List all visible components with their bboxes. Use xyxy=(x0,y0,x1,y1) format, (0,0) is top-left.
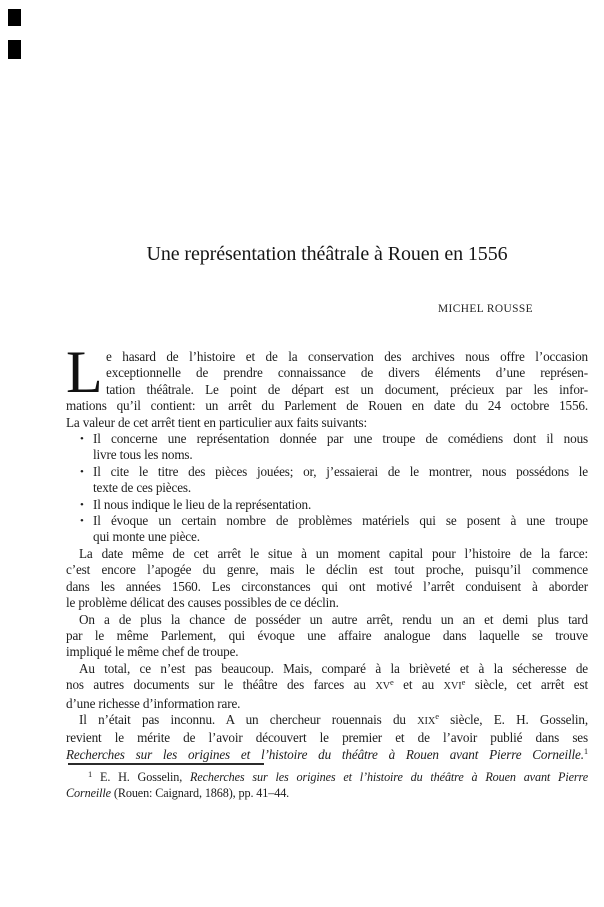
bullet-dot-icon: • xyxy=(80,515,84,528)
bullet-dot-icon: • xyxy=(80,498,84,511)
text-line: livre tous les noms. xyxy=(93,447,193,463)
text-line: La date même de cet arrêt le situe à un moment capital pour l’histoire de la farce: xyxy=(79,545,588,561)
text-line: Corneille (Rouen: Caignard, 1868), pp. 41–44. xyxy=(66,785,290,800)
text-line: Il concerne une représentation donnée par une troupe de comédiens dont il nous xyxy=(93,431,588,447)
bullet-item xyxy=(80,431,588,464)
article-title: Une représentation théâtrale à Rouen en 1556 xyxy=(146,243,508,265)
article-body xyxy=(66,339,589,763)
page-content xyxy=(66,0,588,907)
drop-cap: L xyxy=(66,339,103,405)
text-line: revient le mérite de l’avoir découvert le premier et de l’avoir publié dans ses xyxy=(66,730,588,746)
bullet-dot-icon: • xyxy=(80,465,84,478)
text-line: le problème délicat des causes possibles de ce déclin. xyxy=(66,595,339,611)
opening-paragraph-continued xyxy=(66,398,588,431)
bullet-item xyxy=(80,496,588,513)
text-line: texte de ces pièces. xyxy=(93,480,192,496)
text-line: Il cite le titre des pièces jouées; or, j’essaierai de le montrer, nous possédons le xyxy=(93,463,588,479)
text-line: mations qu’il contient: un arrêt du Parlement de Rouen en date du 24 octobre 1556. xyxy=(66,398,588,414)
scan-artifact-mark-top xyxy=(8,9,21,26)
opening-paragraph xyxy=(66,339,588,405)
text-line: exceptionnelle de prendre connaissance de divers éléments d’une représen- xyxy=(106,365,588,381)
text-line: Recherches sur les origines et l’histoire du théâtre à Rouen avant Pierre Corneille.$^1$ xyxy=(66,746,588,762)
bullet-list xyxy=(66,431,588,546)
text-line: Il évoque un certain nombre de problèmes matériels qui se posent à une troupe xyxy=(93,513,588,529)
text-line: par le même Parlement, qui évoque une affaire analogue dans laquelle se trouve xyxy=(66,627,588,643)
text-line: tation théâtrale. Le point de départ est un document, précieux par les infor- xyxy=(106,381,588,397)
paragraph xyxy=(66,612,588,661)
text-line: e hasard de l’histoire et de la conservation des archives nous offre l’occasion xyxy=(106,349,588,364)
text-line: dans les années 1560. Les circonstances qui ont motivé l’arrêt conduisent à aborder xyxy=(66,578,588,594)
text-line: c’est encore l’apogée du genre, mais le déclin est tout proche, puisqu’il commence xyxy=(66,562,588,578)
opening-lines xyxy=(106,349,588,398)
text-line: La valeur de cet arrêt tient en particulier aux faits suivants: xyxy=(66,414,368,430)
paragraph xyxy=(66,546,588,612)
text-line: nos autres documents sur le théâtre des farces au XVe et au XVIe siècle, cet arrêt est xyxy=(66,676,588,693)
text-line: d’une richesse d’information rare. xyxy=(66,695,241,711)
scan-artifact-mark-bottom xyxy=(8,40,21,59)
footnote xyxy=(66,770,588,801)
paragraph xyxy=(66,661,588,712)
bullet-item xyxy=(80,513,588,546)
text-line: $^1$ E. H. Gosselin, Recherches sur les origines et l’histoire du théâtre à Rouen avant Pierre xyxy=(88,768,588,784)
article-author: MICHEL ROUSSE xyxy=(438,303,533,315)
footnote-rule xyxy=(68,763,264,765)
text-line: qui monte une pièce. xyxy=(93,529,200,545)
text-line: impliqué le même chef de troupe. xyxy=(66,644,239,660)
text-line: On a de plus la chance de posséder un autre arrêt, rendu un an et demi plus tard xyxy=(79,611,588,627)
paragraph xyxy=(66,712,588,763)
text-line: Il nous indique le lieu de la représentation. xyxy=(93,496,312,512)
text-line: Au total, ce n’est pas beaucoup. Mais, comparé à la brièveté et à la sécheresse de xyxy=(79,660,588,676)
bullet-item xyxy=(80,463,588,497)
text-line: Il n’était pas inconnu. A un chercheur rouennais du XIXe siècle, E. H. Gosselin, xyxy=(79,711,589,727)
bullet-dot-icon: • xyxy=(80,433,84,446)
